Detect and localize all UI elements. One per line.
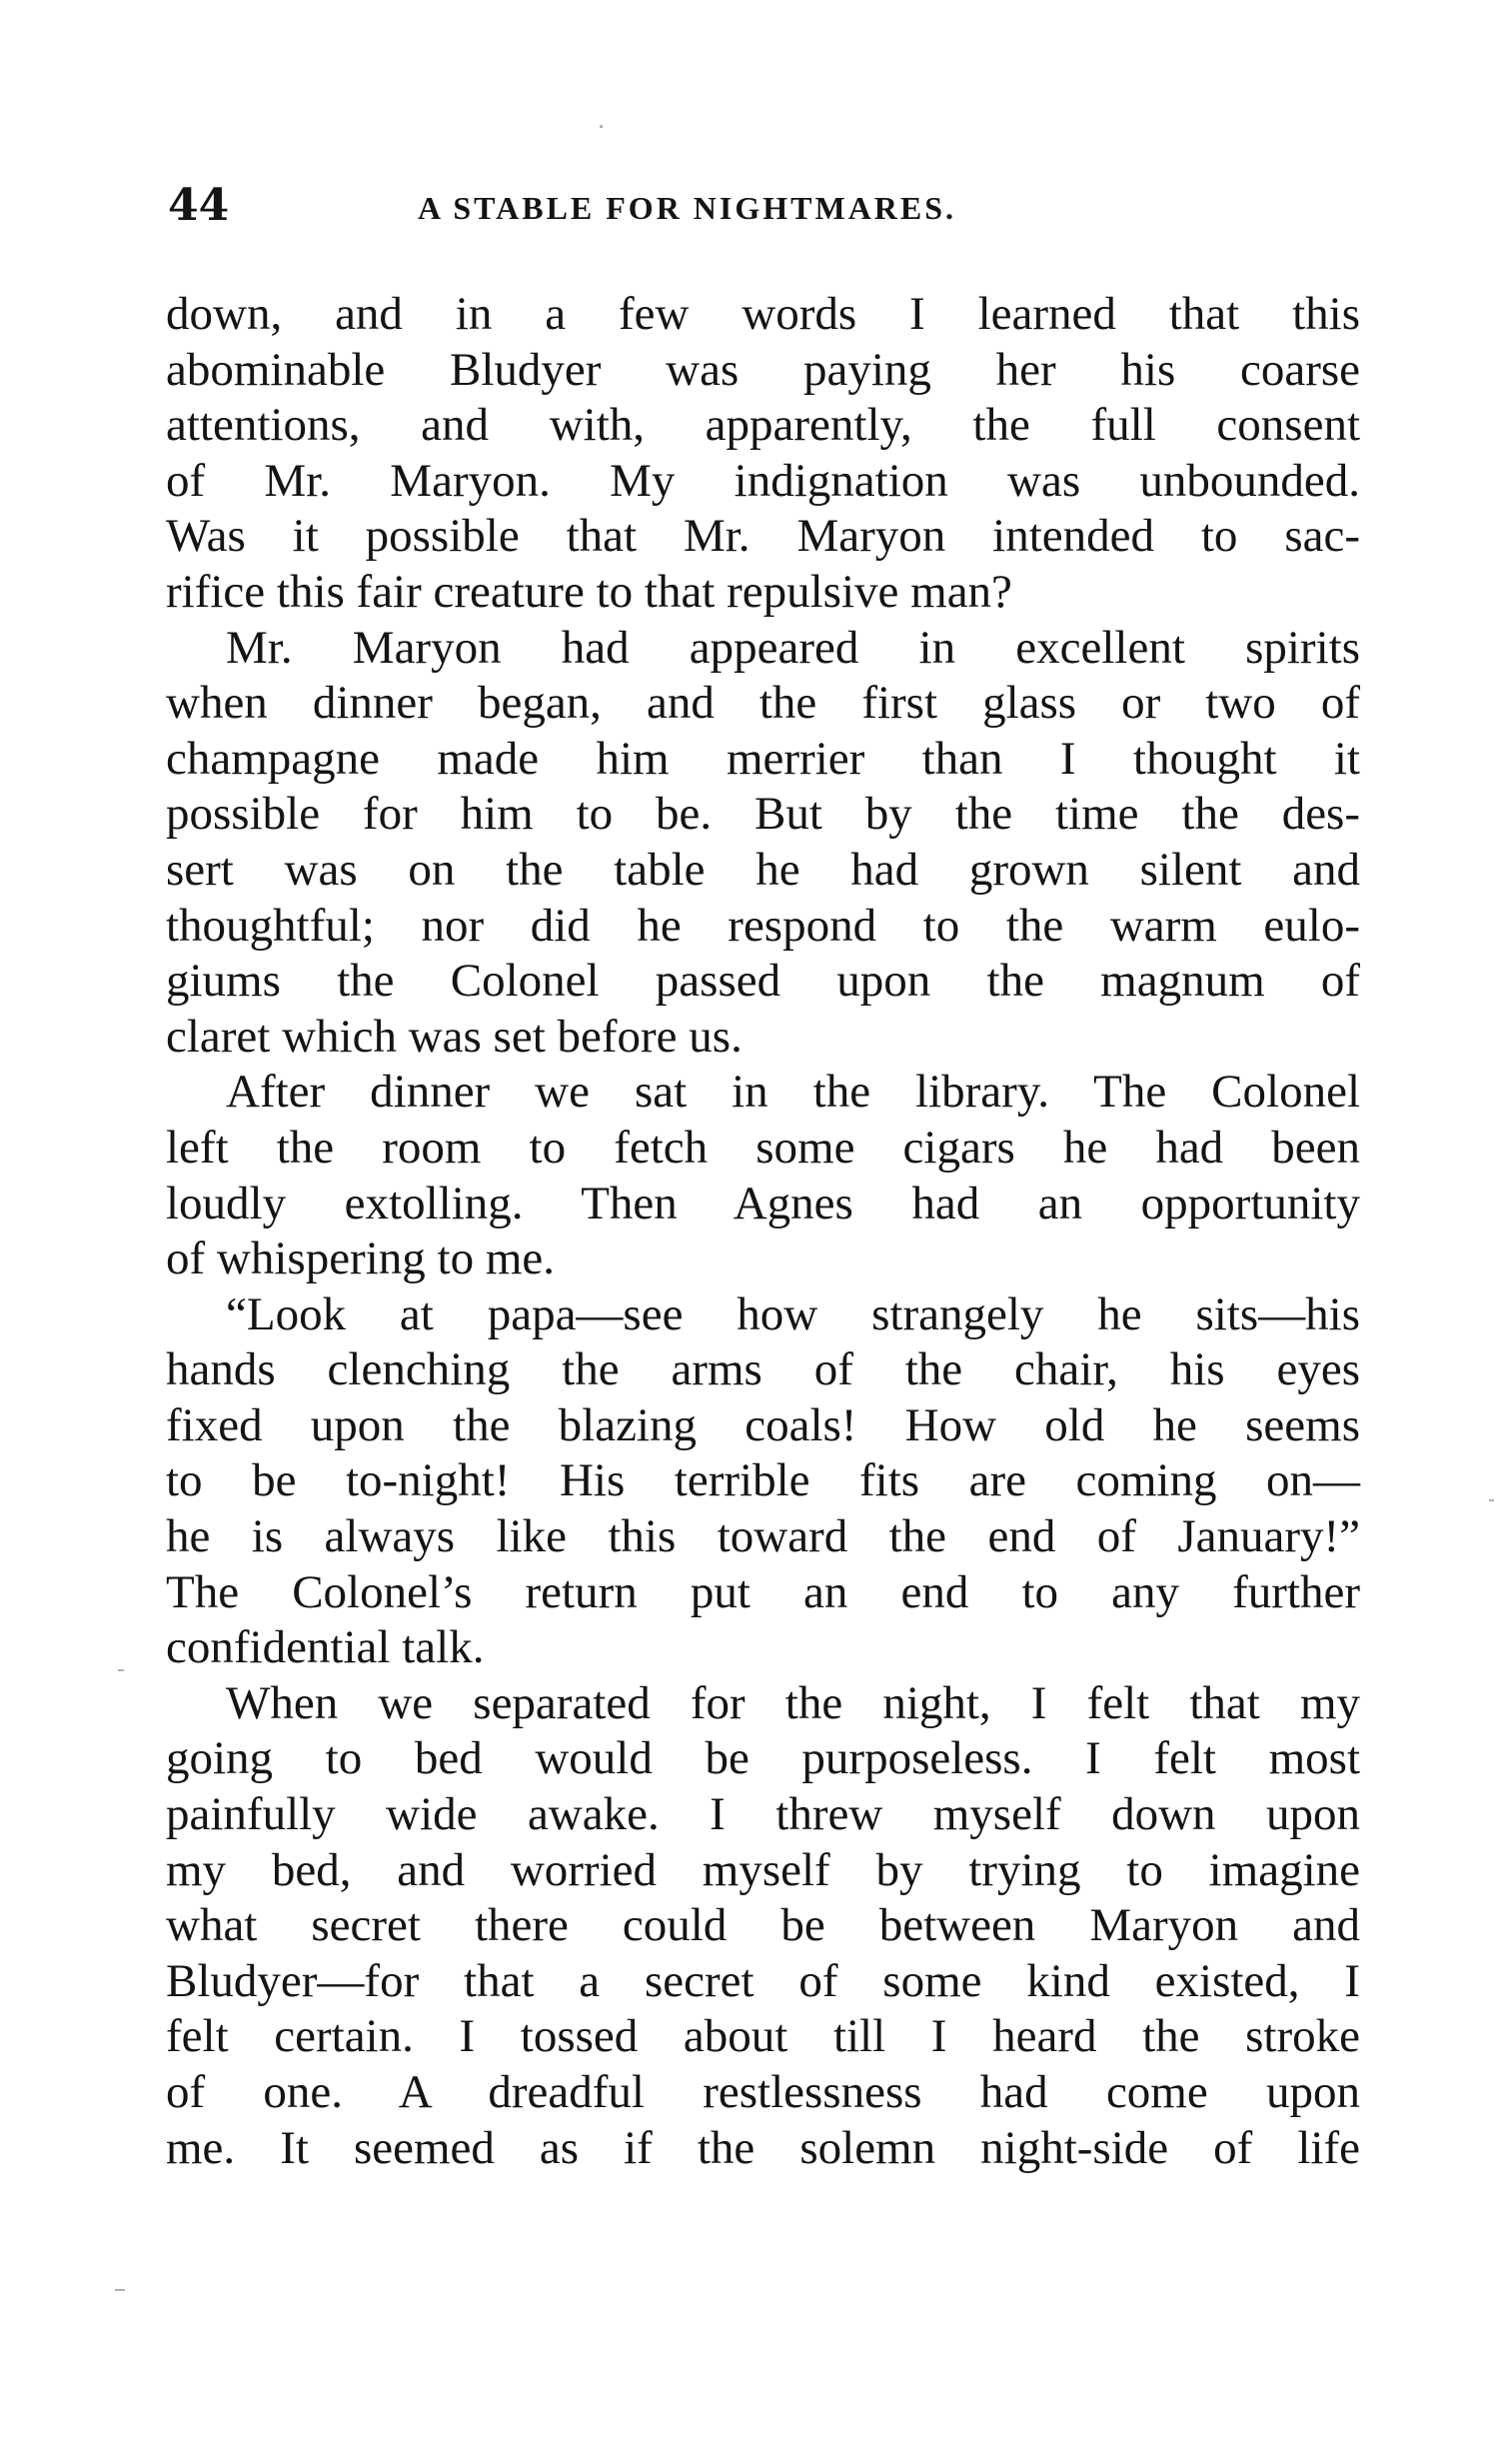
running-head [168, 178, 1357, 234]
scan-speck [115, 2289, 125, 2291]
text-line: rifice this fair creature to that repulsive man? [166, 565, 1012, 618]
text-line: loudly extolling. Then Agnes had an opportunity [166, 1177, 1360, 1229]
text-line: claret which was set before us. [166, 1010, 743, 1063]
text-line: possible for him to be. But by the time the des- [166, 788, 1360, 841]
text-line: Mr. Maryon had appeared in excellent spirits [226, 621, 1360, 674]
text-line: down, and in a few words I learned that this [166, 288, 1360, 340]
text-line: After dinner we sat in the library. The Colonel [226, 1066, 1360, 1119]
text-line: Was it possible that Mr. Maryon intended to sac- [166, 510, 1360, 563]
body-text [166, 287, 1360, 2176]
text-line: of whispering to me. [166, 1232, 555, 1285]
text-line: to be to-night! His terrible fits are coming on— [166, 1454, 1360, 1507]
text-line: of one. A dreadful restlessness had come upon [166, 2066, 1360, 2118]
text-line: fixed upon the blazing coals! How old he seems [166, 1398, 1360, 1451]
text-line: Bludyer—for that a secret of some kind existed, I [166, 1954, 1360, 2007]
text-line: hands clenching the arms of the chair, his eyes [166, 1343, 1360, 1396]
text-line: me. It seemed as if the solemn night-side of life [166, 2121, 1360, 2174]
text-line: When we separated for the night, I felt that my [226, 1676, 1360, 1729]
text-line: what secret there could be between Maryon and [166, 1899, 1360, 1952]
text-line: sert was on the table he had grown silent and [166, 843, 1360, 896]
text-line: champagne made him merrier than I thought it [166, 732, 1360, 785]
scan-speck [118, 1669, 124, 1671]
text-line: thoughtful; nor did he respond to the warm eulo- [166, 899, 1360, 952]
text-line: felt certain. I tossed about till I heard the stroke [166, 2010, 1360, 2063]
page-number: 44 [168, 180, 230, 231]
text-line: my bed, and worried myself by trying to imagine [166, 1843, 1360, 1896]
running-title: A STABLE FOR NIGHTMARES. [418, 190, 957, 226]
text-line: The Colonel’s return put an end to any further [166, 1565, 1360, 1618]
text-line: “Look at papa—see how strangely he sits—his [226, 1287, 1360, 1340]
text-line: he is always like this toward the end of January!” [166, 1510, 1360, 1563]
scan-speck [600, 125, 603, 128]
text-line: when dinner began, and the first glass or two of [166, 677, 1360, 730]
text-line: left the room to fetch some cigars he had been [166, 1121, 1360, 1174]
text-line: attentions, and with, apparently, the full consent [166, 399, 1360, 452]
text-line: giums the Colonel passed upon the magnum of [166, 955, 1360, 1008]
text-line: going to bed would be purposeless. I felt most [166, 1732, 1360, 1785]
text-line: confidential talk. [166, 1621, 485, 1674]
text-line: of Mr. Maryon. My indignation was unbounded. [166, 454, 1360, 507]
text-line: painfully wide awake. I threw myself down upon [166, 1788, 1360, 1841]
scan-speck [1489, 1499, 1494, 1501]
text-line: abominable Bludyer was paying her his coarse [166, 343, 1360, 396]
